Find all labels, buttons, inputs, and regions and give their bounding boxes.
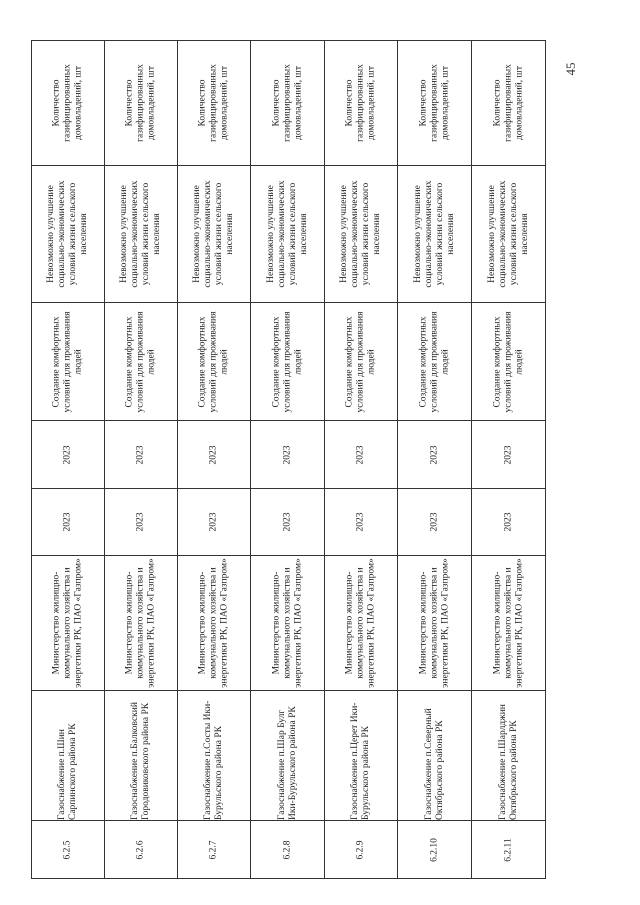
cell-year-end bbox=[105, 421, 178, 489]
code-text: 6.2.5 bbox=[62, 840, 73, 859]
row-executor bbox=[32, 556, 546, 691]
cell-indicator bbox=[105, 41, 178, 166]
name-text: Газоснабжение п.Балковский Городовиковского района РК bbox=[130, 701, 151, 820]
executor-text: Министерство жилищно-коммунального хозяйства и энергетики РК, ПАО «Газпром» bbox=[344, 558, 377, 688]
executor-text: Министерство жилищно-коммунального хозяйства и энергетики РК, ПАО «Газпром» bbox=[197, 558, 230, 688]
indicator-text: Количество газифицированных домовладений, шт bbox=[197, 64, 230, 142]
name-text: Газоснабжение п.Шар Булг Ики-Бурульского района РК bbox=[276, 705, 298, 820]
cell-indicator bbox=[472, 41, 546, 166]
cell-code bbox=[472, 821, 546, 879]
cell-code bbox=[105, 821, 178, 879]
program-table bbox=[31, 40, 546, 879]
code-text: 6.2.10 bbox=[429, 837, 439, 862]
year-end-text: 2023 bbox=[62, 445, 73, 464]
name-text: Газоснабжение п.Шин Сарпинского района РК bbox=[57, 722, 78, 820]
consequence-text: Невозможно улучшение социально-экономических условий жизни сельского населения bbox=[486, 180, 530, 288]
year-start-text: 2023 bbox=[355, 512, 366, 532]
year-end-text: 2023 bbox=[135, 445, 146, 464]
cell-year-start bbox=[32, 489, 105, 556]
indicator-text: Количество газифицированных домовладений, шт bbox=[492, 64, 524, 142]
cell-executor bbox=[325, 556, 398, 691]
row-consequence bbox=[32, 166, 546, 303]
goal-text: Создание комфортных условий для проживания людей bbox=[492, 311, 524, 412]
cell-year-start bbox=[398, 489, 472, 556]
cell-goal bbox=[32, 303, 105, 421]
row-name bbox=[32, 691, 546, 821]
consequence-text: Невозможно улучшение социально-экономических условий жизни сельского населения bbox=[46, 180, 89, 288]
indicator-text: Количество газифицированных домовладений, шт bbox=[51, 64, 84, 142]
cell-year-start bbox=[251, 489, 325, 556]
year-start-text: 2023 bbox=[135, 512, 146, 532]
cell-executor bbox=[472, 556, 546, 691]
cell-code bbox=[178, 821, 251, 879]
cell-year-start bbox=[325, 489, 398, 556]
cell-name bbox=[398, 691, 472, 821]
cell-consequence bbox=[178, 166, 251, 303]
year-start-text: 2023 bbox=[62, 512, 73, 532]
cell-executor bbox=[251, 556, 325, 691]
goal-text: Создание комфортных условий для проживания людей bbox=[271, 311, 303, 412]
cell-goal bbox=[178, 303, 251, 421]
indicator-text: Количество газифицированных домовладений, шт bbox=[418, 64, 450, 142]
row-goal bbox=[32, 303, 546, 421]
executor-text: Министерство жилищно-коммунального хозяйства и энергетики РК, ПАО «Газпром» bbox=[492, 558, 524, 688]
cell-year-start bbox=[178, 489, 251, 556]
cell-name bbox=[105, 691, 178, 821]
cell-goal bbox=[472, 303, 546, 421]
cell-name bbox=[472, 691, 546, 821]
executor-text: Министерство жилищно-коммунального хозяйства и энергетики РК, ПАО «Газпром» bbox=[51, 558, 84, 688]
consequence-text: Невозможно улучшение социально-экономических условий жизни сельского населения bbox=[119, 180, 162, 288]
cell-executor bbox=[105, 556, 178, 691]
year-end-text: 2023 bbox=[503, 445, 513, 464]
cell-consequence bbox=[398, 166, 472, 303]
cell-code bbox=[32, 821, 105, 879]
row-year-start bbox=[32, 489, 546, 556]
indicator-text: Количество газифицированных домовладений, шт bbox=[271, 64, 303, 142]
goal-text: Создание комфортных условий для проживания людей bbox=[197, 311, 230, 412]
year-start-text: 2023 bbox=[429, 512, 439, 532]
cell-goal bbox=[398, 303, 472, 421]
cell-year-end bbox=[472, 421, 546, 489]
code-text: 6.2.9 bbox=[355, 840, 366, 859]
consequence-text: Невозможно улучшение социально-экономических условий жизни сельского населения bbox=[412, 180, 456, 288]
executor-text: Министерство жилищно-коммунального хозяйства и энергетики РК, ПАО «Газпром» bbox=[418, 558, 450, 688]
cell-executor bbox=[178, 556, 251, 691]
cell-indicator bbox=[32, 41, 105, 166]
cell-consequence bbox=[325, 166, 398, 303]
row-code bbox=[32, 821, 546, 879]
year-start-text: 2023 bbox=[208, 512, 219, 532]
cell-year-start bbox=[105, 489, 178, 556]
name-text: Газоснабжение п.Северный Октябрьского района РК bbox=[423, 707, 445, 820]
cell-year-end bbox=[251, 421, 325, 489]
indicator-text: Количество газифицированных домовладений, шт bbox=[124, 64, 157, 142]
cell-name bbox=[251, 691, 325, 821]
goal-text: Создание комфортных условий для проживания людей bbox=[418, 311, 450, 412]
goal-text: Создание комфортных условий для проживания людей bbox=[51, 311, 84, 412]
goal-text: Создание комфортных условий для проживания людей bbox=[124, 311, 157, 412]
year-end-text: 2023 bbox=[355, 445, 366, 464]
cell-executor bbox=[32, 556, 105, 691]
year-end-text: 2023 bbox=[429, 445, 439, 464]
year-start-text: 2023 bbox=[282, 512, 292, 532]
indicator-text: Количество газифицированных домовладений, шт bbox=[344, 64, 377, 142]
name-text: Газоснабжение п.Церет Ики-Бурульского района РК bbox=[350, 702, 371, 820]
cell-consequence bbox=[32, 166, 105, 303]
cell-year-end bbox=[325, 421, 398, 489]
code-text: 6.2.11 bbox=[503, 837, 513, 862]
consequence-text: Невозможно улучшение социально-экономических условий жизни сельского населения bbox=[265, 180, 309, 288]
cell-year-end bbox=[398, 421, 472, 489]
cell-goal bbox=[325, 303, 398, 421]
consequence-text: Невозможно улучшение социально-экономических условий жизни сельского населения bbox=[339, 180, 382, 288]
cell-indicator bbox=[398, 41, 472, 166]
cell-name bbox=[32, 691, 105, 821]
cell-goal bbox=[105, 303, 178, 421]
year-start-text: 2023 bbox=[503, 512, 513, 532]
cell-executor bbox=[398, 556, 472, 691]
consequence-text: Невозможно улучшение социально-экономических условий жизни сельского населения bbox=[192, 180, 235, 288]
cell-indicator bbox=[325, 41, 398, 166]
year-end-text: 2023 bbox=[282, 445, 292, 464]
cell-name bbox=[178, 691, 251, 821]
cell-consequence bbox=[472, 166, 546, 303]
name-text: Газоснабжение п.Состы Ики-Бурульского района РК bbox=[203, 700, 224, 820]
cell-consequence bbox=[251, 166, 325, 303]
executor-text: Министерство жилищно-коммунального хозяйства и энергетики РК, ПАО «Газпром» bbox=[124, 558, 157, 688]
row-year-end bbox=[32, 421, 546, 489]
cell-code bbox=[325, 821, 398, 879]
name-text: Газоснабжение п.Шарлджин Октябрьского района РК bbox=[497, 703, 519, 820]
code-text: 6.2.7 bbox=[208, 840, 219, 859]
code-text: 6.2.6 bbox=[135, 840, 146, 859]
page-number: 45 bbox=[563, 62, 578, 76]
code-text: 6.2.8 bbox=[282, 840, 292, 859]
cell-goal bbox=[251, 303, 325, 421]
cell-indicator bbox=[178, 41, 251, 166]
cell-year-end bbox=[178, 421, 251, 489]
cell-indicator bbox=[251, 41, 325, 166]
cell-year-start bbox=[472, 489, 546, 556]
goal-text: Создание комфортных условий для проживания людей bbox=[344, 311, 377, 412]
cell-year-end bbox=[32, 421, 105, 489]
cell-code bbox=[398, 821, 472, 879]
cell-consequence bbox=[105, 166, 178, 303]
row-indicator bbox=[32, 41, 546, 166]
year-end-text: 2023 bbox=[208, 445, 219, 464]
cell-code bbox=[251, 821, 325, 879]
executor-text: Министерство жилищно-коммунального хозяйства и энергетики РК, ПАО «Газпром» bbox=[271, 558, 303, 688]
cell-name bbox=[325, 691, 398, 821]
